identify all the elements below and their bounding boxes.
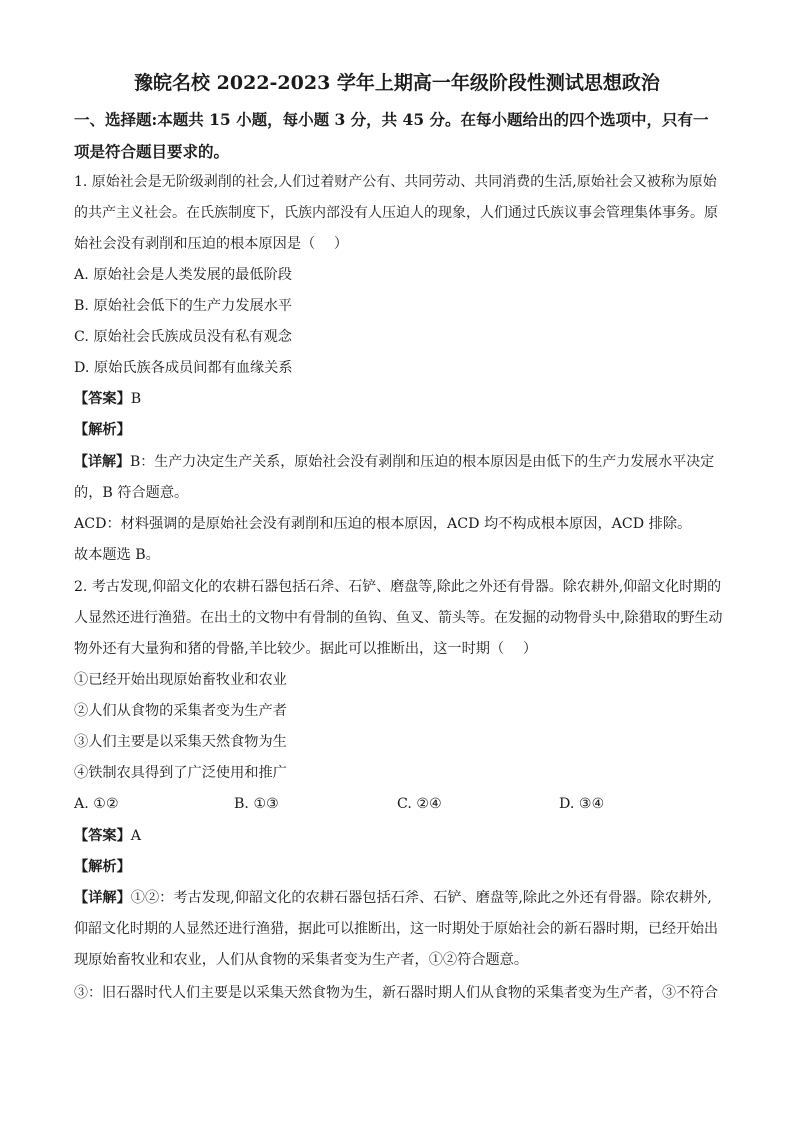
q1-detail-line-2: 的，B 符合题意。 [74, 485, 189, 501]
q1-stem-line-1: 1. 原始社会是无阶级剥削的社会,人们过着财产公有、共同劳动、共同消费的生活,原始社会又被称为原始 [74, 174, 717, 190]
q2-option-b: B. ①③ [234, 796, 279, 812]
q2-option-d: D. ③④ [559, 796, 605, 812]
q2-analysis-label: 【解析】 [74, 859, 131, 875]
q2-statement-4: ④铁制农具得到了广泛使用和推广 [74, 765, 287, 781]
q2-detail-line-4: ③：旧石器时代人们主要是以采集天然食物为生，新石器时期人们从食物的采集者变为生产者，③不符合 [74, 985, 718, 1001]
q1-stem-line-3: 始社会没有剥削和压迫的根本原因是（ ） [74, 236, 349, 252]
q2-options [74, 794, 722, 814]
q2-detail-line-3: 现原始畜牧业和农业，人们从食物的采集者变为生产者，①②符合题意。 [74, 952, 529, 968]
q1-analysis-label: 【解析】 [74, 422, 131, 438]
q1-option-b: B. 原始社会低下的生产力发展水平 [74, 298, 293, 314]
q1-option-a: A. 原始社会是人类发展的最低阶段 [74, 267, 292, 283]
q2-stem-line-2: 人显然还进行渔猎。在出土的文物中有骨制的鱼钩、鱼叉、箭头等。在发掘的动物骨头中,除猎取的野生动 [74, 610, 723, 626]
q1-detail-line-3: ACD：材料强调的是原始社会没有剥削和压迫的根本原因，ACD 均不构成根本原因，ACD 排除。 [74, 516, 692, 532]
q1-detail-line-1 [74, 452, 714, 472]
q2-detail-label: 【详解】 [74, 890, 131, 906]
q1-answer [74, 389, 141, 409]
q1-answer-label: 【答案】 [74, 391, 131, 407]
page-title: 豫皖名校 2022-2023 学年上期高一年级阶段性测试思想政治 [134, 72, 660, 94]
q1-option-d: D. 原始氏族各成员间都有血缘关系 [74, 360, 293, 376]
q2-answer-label: 【答案】 [74, 828, 131, 844]
q1-detail-text-1: B：生产力决定生产关系，原始社会没有剥削和压迫的根本原因是由低下的生产力发展水平决定 [130, 454, 715, 470]
q2-option-c: C. ②④ [397, 796, 442, 812]
q2-statement-3: ③人们主要是以采集天然食物为生 [74, 734, 287, 750]
q1-answer-value: B [130, 391, 142, 407]
q1-detail-line-4: 故本题选 B。 [74, 547, 160, 563]
q2-option-a: A. ①② [74, 796, 119, 812]
q2-answer [74, 826, 141, 846]
q2-statement-1: ①已经开始出现原始畜牧业和农业 [74, 672, 287, 688]
q2-stem-line-3: 物外还有大量狗和猪的骨骼,羊比较少。据此可以推断出，这一时期（ ） [74, 641, 538, 657]
q1-option-c: C. 原始社会氏族成员没有私有观念 [74, 329, 292, 345]
q1-stem-line-2: 的共产主义社会。在氏族制度下，氏族内部没有人压迫人的现象，人们通过氏族议事会管理集体事务。原 [74, 205, 718, 221]
q1-detail-label: 【详解】 [74, 454, 130, 470]
q2-stem-line-1: 2. 考古发现,仰韶文化的农耕石器包括石斧、石铲、磨盘等,除此之外还有骨器。除农耕外,仰韶文化时期的 [74, 579, 722, 595]
q2-answer-value: A [130, 828, 142, 844]
section-header: 一、选择题:本题共 15 小题，每小题 3 分，共 45 分。在每小题给出的四个选项中，只有一项是符合题目要求的。 [74, 110, 709, 161]
q2-detail-line-2: 仰韶文化时期的人显然还进行渔猎，据此可以推断出，这一时期处于原始社会的新石器时期，已经开始出 [74, 921, 718, 937]
q2-statement-2: ②人们从食物的采集者变为生产者 [74, 703, 287, 719]
q2-detail-text-1: ①②：考古发现,仰韶文化的农耕石器包括石斧、石铲、磨盘等,除此之外还有骨器。除农耕外, [130, 890, 712, 906]
q2-detail-line-1 [74, 888, 712, 908]
